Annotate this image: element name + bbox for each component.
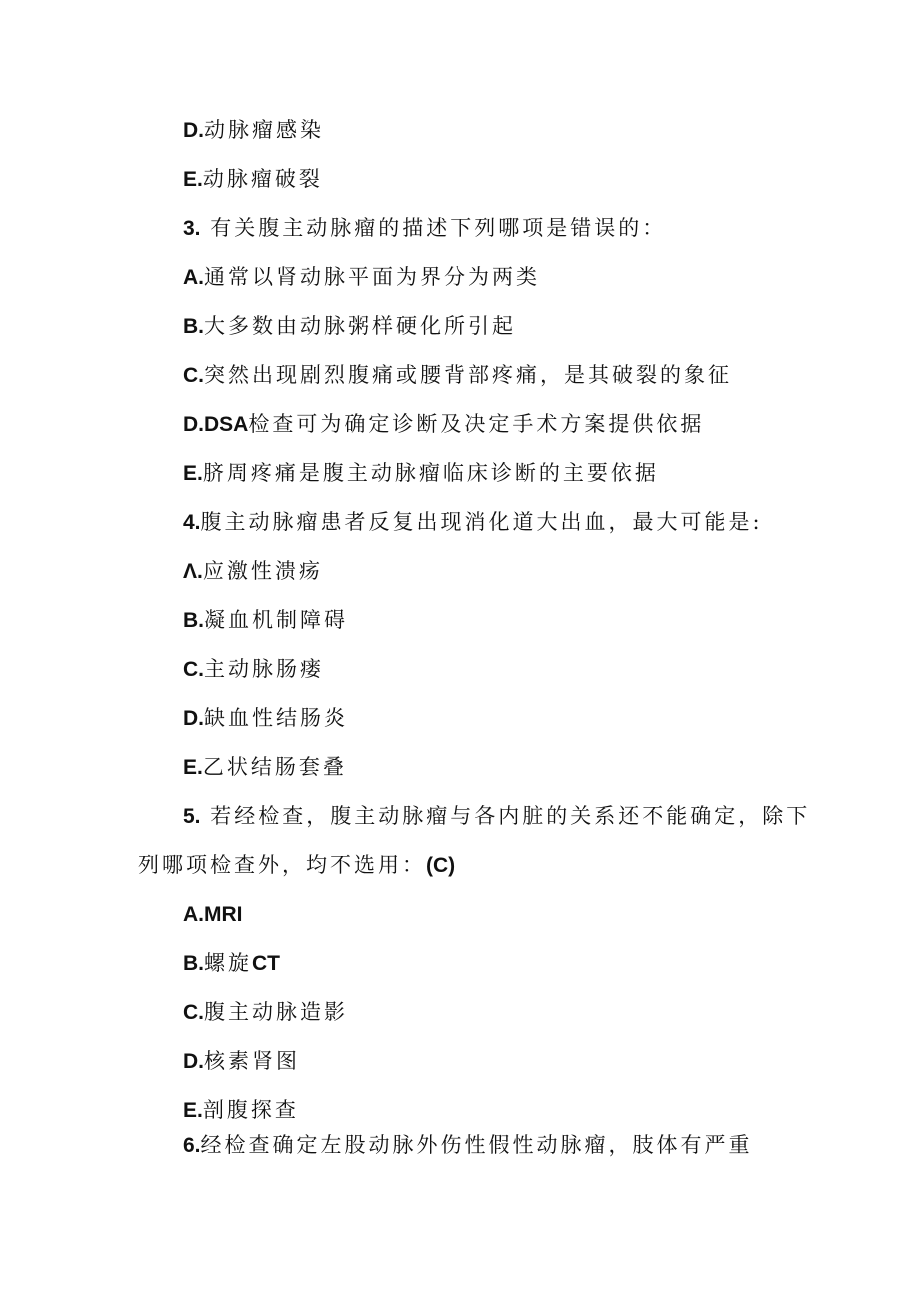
option-key: A.MRI xyxy=(183,903,243,926)
q6-stem xyxy=(183,1130,753,1161)
option-text: 动脉瘤破裂 xyxy=(202,167,323,191)
question-text: 有关腹主动脉瘤的描述下列哪项是错误的： xyxy=(210,216,667,240)
question-text: 经检查确定左股动脉外伤性假性动脉瘤，肢体有严重 xyxy=(200,1133,753,1157)
option-key: E. xyxy=(183,756,203,779)
q3-stem xyxy=(183,213,666,244)
question-text: 列哪项检查外，均不选用： xyxy=(138,853,426,877)
q4-option-a xyxy=(183,556,323,587)
q4-option-d xyxy=(183,703,348,734)
option-key: D. xyxy=(183,119,204,142)
option-key: E. xyxy=(183,462,203,485)
q5-option-a xyxy=(183,899,243,930)
option-text: 大多数由动脉粥样硬化所引起 xyxy=(204,314,516,338)
option-text: 凝血机制障碍 xyxy=(204,608,348,632)
question-number: 6. xyxy=(183,1134,201,1157)
question-number: 3. xyxy=(183,217,201,240)
option-key: Λ. xyxy=(183,560,203,583)
q5-option-e xyxy=(183,1095,299,1126)
q5-stem-line2 xyxy=(138,850,455,881)
q4-option-c xyxy=(183,654,324,685)
q3-option-e xyxy=(183,458,659,489)
option-text: 缺血性结肠炎 xyxy=(204,706,348,730)
option-key: C. xyxy=(183,1001,204,1024)
option-key-suffix: CT xyxy=(252,952,280,975)
option-text: 检查可为确定诊断及决定手术方案提供依据 xyxy=(248,412,705,436)
option-key: E. xyxy=(183,168,203,191)
option-text: 核素肾图 xyxy=(204,1049,300,1073)
option-key: D. xyxy=(183,707,204,730)
q3-option-d xyxy=(183,409,704,440)
q4-stem xyxy=(183,507,763,538)
question-text: 腹主动脉瘤患者反复出现消化道大出血，最大可能是: xyxy=(200,510,763,534)
option-key: B. xyxy=(183,609,204,632)
option-key: B. xyxy=(183,315,204,338)
option-text: 剖腹探查 xyxy=(202,1098,299,1122)
option-key: A. xyxy=(183,266,204,289)
q5-option-d xyxy=(183,1046,300,1077)
question-number: 5. xyxy=(183,805,201,828)
q4-option-e xyxy=(183,752,347,783)
option-key: E. xyxy=(183,1099,203,1122)
option-text: 乙状结肠套叠 xyxy=(202,755,347,779)
q4-option-b xyxy=(183,605,348,636)
q5-option-c xyxy=(183,997,348,1028)
option-key: B. xyxy=(183,952,204,975)
question-number: 4. xyxy=(183,511,201,534)
option-text: 突然出现剧烈腹痛或腰背部疼痛，是其破裂的象征 xyxy=(204,363,732,387)
option-key: D. xyxy=(183,1050,204,1073)
question-text: 若经检查，腹主动脉瘤与各内脏的关系还不能确定，除下 xyxy=(210,804,811,828)
q3-option-b xyxy=(183,311,516,342)
option-text: 螺旋 xyxy=(204,951,252,975)
option-text: 脐周疼痛是腹主动脉瘤临床诊断的主要依据 xyxy=(202,461,659,485)
option-key: C. xyxy=(183,658,204,681)
option-text: 通常以肾动脉平面为界分为两类 xyxy=(204,265,540,289)
option-text: 腹主动脉造影 xyxy=(204,1000,348,1024)
option-text: 主动脉肠瘘 xyxy=(204,657,324,681)
answer-marker: (C) xyxy=(426,854,456,877)
option-text: 动脉瘤感染 xyxy=(204,118,324,142)
q5-option-b xyxy=(183,948,280,979)
option-key: C. xyxy=(183,364,204,387)
option-text: 应激性溃疡 xyxy=(202,559,323,583)
q5-stem-line1 xyxy=(183,801,810,832)
q3-option-a xyxy=(183,262,540,293)
q3-option-c xyxy=(183,360,732,391)
q2-option-e xyxy=(183,164,323,195)
option-key: D.DSA xyxy=(183,413,249,436)
q2-option-d xyxy=(183,115,324,146)
